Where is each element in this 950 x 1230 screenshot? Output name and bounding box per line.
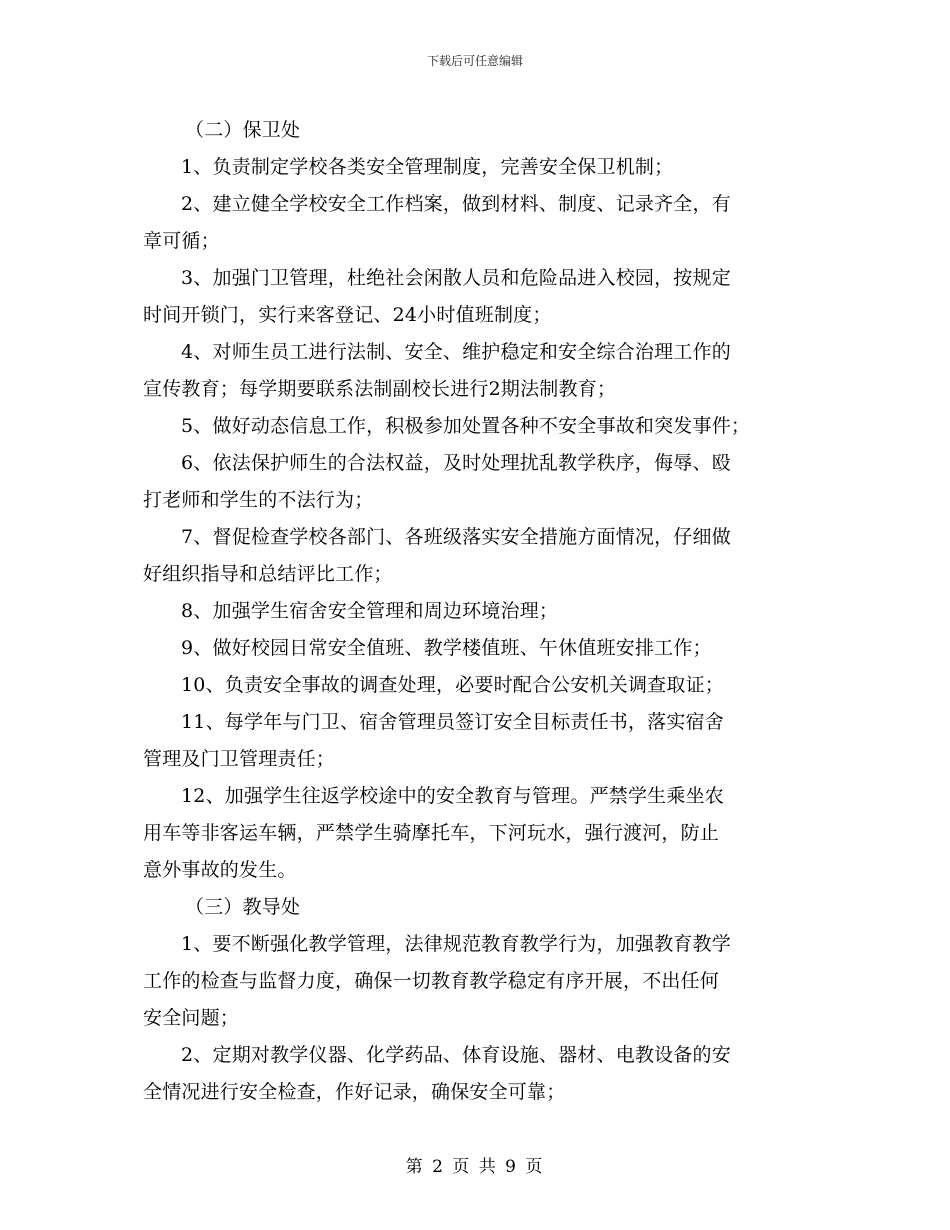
text-line: 7、督促检查学校各部门、各班级落实安全措施方面情况，仔细做 [181, 526, 731, 548]
text-line: 2、定期对教学仪器、化学药品、体育设施、器材、电教设备的安 [181, 1044, 731, 1066]
page-header: 下载后可任意编辑 [426, 54, 523, 68]
text-line: 11、每学年与门卫、宿舍管理员签订安全目标责任书，落实宿舍 [181, 711, 724, 733]
text-line: 1、负责制定学校各类安全管理制度，完善安全保卫机制； [181, 156, 674, 178]
text-line: 意外事故的发生。 [143, 859, 297, 881]
text-line: 打老师和学生的不法行为； [143, 489, 374, 511]
text-line: 9、做好校园日常安全值班、教学楼值班、午休值班安排工作； [181, 637, 712, 659]
text-line: 3、加强门卫管理，杜绝社会闲散人员和危险品进入校园，按规定 [181, 267, 731, 289]
text-line: 1、要不断强化教学管理，法律规范教育教学行为，加强教育教学 [181, 933, 731, 955]
text-line: 2、建立健全学校安全工作档案，做到材料、制度、记录齐全，有 [181, 193, 731, 215]
text-line: 4、对师生员工进行法制、安全、维护稳定和安全综合治理工作的 [181, 341, 731, 363]
text-line: 5、做好动态信息工作，积极参加处置各种不安全事故和突发事件； [181, 415, 751, 437]
text-line: 用车等非客运车辆，严禁学生骑摩托车，下河玩水，强行渡河，防止 [143, 822, 720, 844]
text-line: 8、加强学生宿舍安全管理和周边环境治理； [181, 600, 559, 622]
text-line: 10、负责安全事故的调查处理，必要时配合公安机关调查取证； [181, 674, 724, 696]
text-line: 6、依法保护师生的合法权益，及时处理扰乱教学秩序，侮辱、殴 [181, 452, 731, 474]
text-line: 管理及门卫管理责任； [143, 748, 336, 770]
text-line: （三）教导处 [185, 896, 301, 918]
page-footer: 第 2 页 共 9 页 [405, 1157, 545, 1177]
text-line: 安全问题； [143, 1007, 240, 1029]
text-line: 全情况进行安全检查，作好记录，确保安全可靠； [143, 1081, 566, 1103]
text-line: 工作的检查与监督力度，确保一切教育教学稳定有序开展，不出任何 [143, 970, 720, 992]
document-body [143, 112, 815, 1111]
text-line: （二）保卫处 [185, 119, 301, 141]
text-line: 章可循； [143, 230, 220, 252]
text-line: 时间开锁门，实行来客登记、24小时值班制度； [143, 304, 552, 326]
text-line: 12、加强学生往返学校途中的安全教育与管理。严禁学生乘坐农 [181, 785, 724, 807]
text-line: 宣传教育；每学期要联系法制副校长进行2期法制教育； [143, 378, 617, 400]
text-line: 好组织指导和总结评比工作； [143, 563, 393, 585]
